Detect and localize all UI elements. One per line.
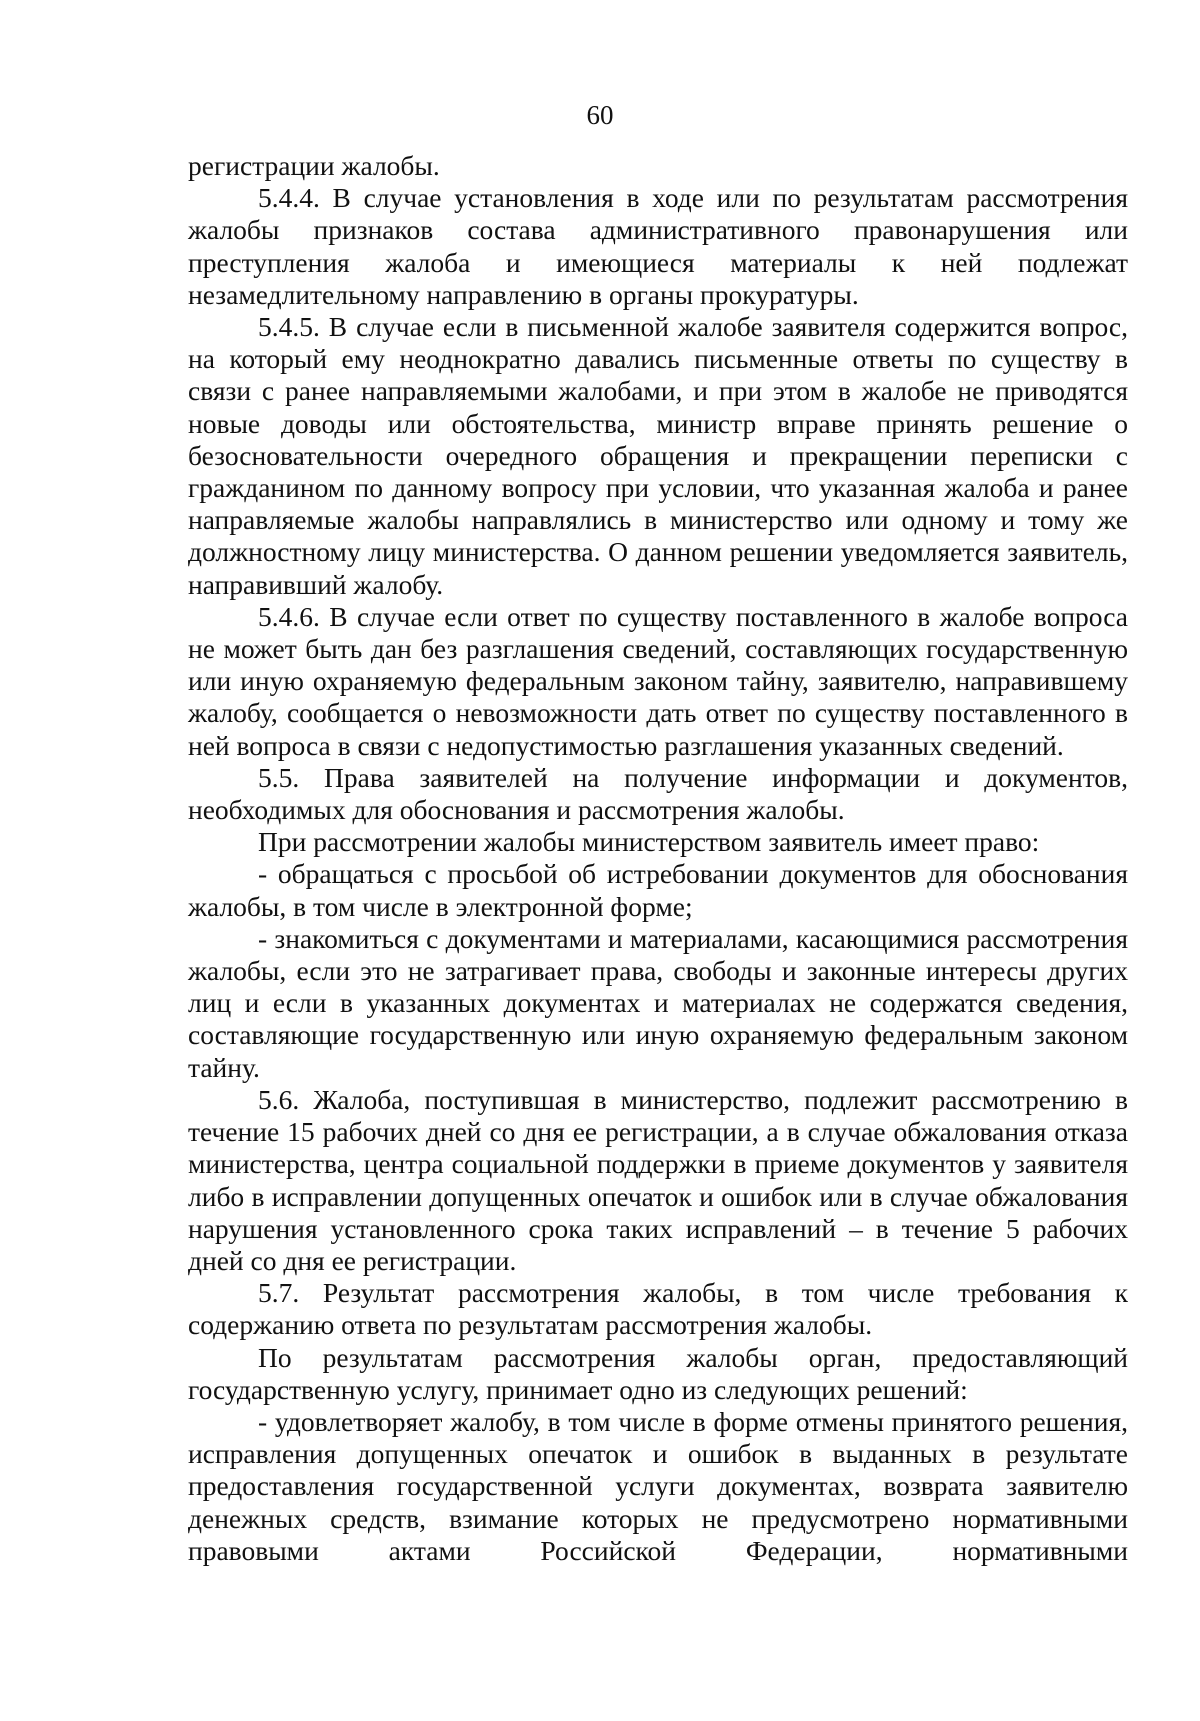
paragraph: 5.7. Результат рассмотрения жалобы, в том числе требования к содержанию ответа по результатам рассмотрения жалобы. [188,1277,1128,1341]
paragraph: - знакомиться с документами и материалами, касающимися рассмотрения жалобы, если это не затрагивает права, свободы и законные интересы других лиц и если в указанных документах и материалах не содержатся сведения, составляющие государственную или иную охраняемую федеральным законом тайну. [188,922,1128,1083]
paragraph: 5.4.5. В случае если в письменной жалобе заявителя содержится вопрос, на который ему неоднократно давались письменные ответы по существу в связи с ранее направляемыми жалобами, и при этом в жалобе не приводятся новые доводы или обстоятельства, министр вправе принять решение о безосновательности очередного обращения и прекращении переписки с гражданином по данному вопросу при условии, что указанная жалоба и ранее направляемые жалобы направлялись в министерство или одному и тому же должностному лицу министерства. О данном решении уведомляется заявитель, направивший жалобу. [188,311,1128,600]
paragraph: 5.5. Права заявителей на получение информации и документов, необходимых для обоснования и рассмотрения жалобы. [188,761,1128,826]
document-body [188,150,1128,1567]
paragraph: 5.6. Жалоба, поступившая в министерство, подлежит рассмотрению в течение 15 рабочих дней со дня ее регистрации, а в случае обжалования отказа министерства, центра социальной поддержки в приеме документов у заявителя либо в исправлении допущенных опечаток и ошибок или в случае обжалования нарушения установленного срока таких исправлений – в течение 5 рабочих дней со дня ее регистрации. [188,1083,1128,1276]
paragraph: - удовлетворяет жалобу, в том числе в форме отмены принятого решения, исправления допущенных опечаток и ошибок в выданных в результате предоставления государственной услуги документах, возврата заявителю денежных средств, взимание которых не предусмотрено нормативными правовыми актами Российской Федерации, нормативными [188,1405,1128,1566]
paragraph: - обращаться с просьбой об истребовании документов для обоснования жалобы, в том числе в электронной форме; [188,858,1128,922]
paragraph: 5.4.4. В случае установления в ходе или по результатам рассмотрения жалобы признаков состава административного правонарушения или преступления жалоба и имеющиеся материалы к ней подлежат незамедлительному направлению в органы прокуратуры. [188,182,1128,310]
paragraph: При рассмотрении жалобы министерством заявитель имеет право: [258,826,1040,858]
paragraph: По результатам рассмотрения жалобы орган, предоставляющий государственную услугу, принимает одно из следующих решений: [188,1341,1128,1405]
paragraph: 5.4.6. В случае если ответ по существу поставленного в жалобе вопроса не может быть дан без разглашения сведений, составляющих государственную или иную охраняемую федеральным законом тайну, заявителю, направившему жалобу, сообщается о невозможности дать ответ по существу поставленного в ней вопроса в связи с недопустимостью разглашения указанных сведений. [188,600,1128,761]
paragraph: регистрации жалобы. [188,150,440,181]
page-number: 60 [586,100,614,130]
